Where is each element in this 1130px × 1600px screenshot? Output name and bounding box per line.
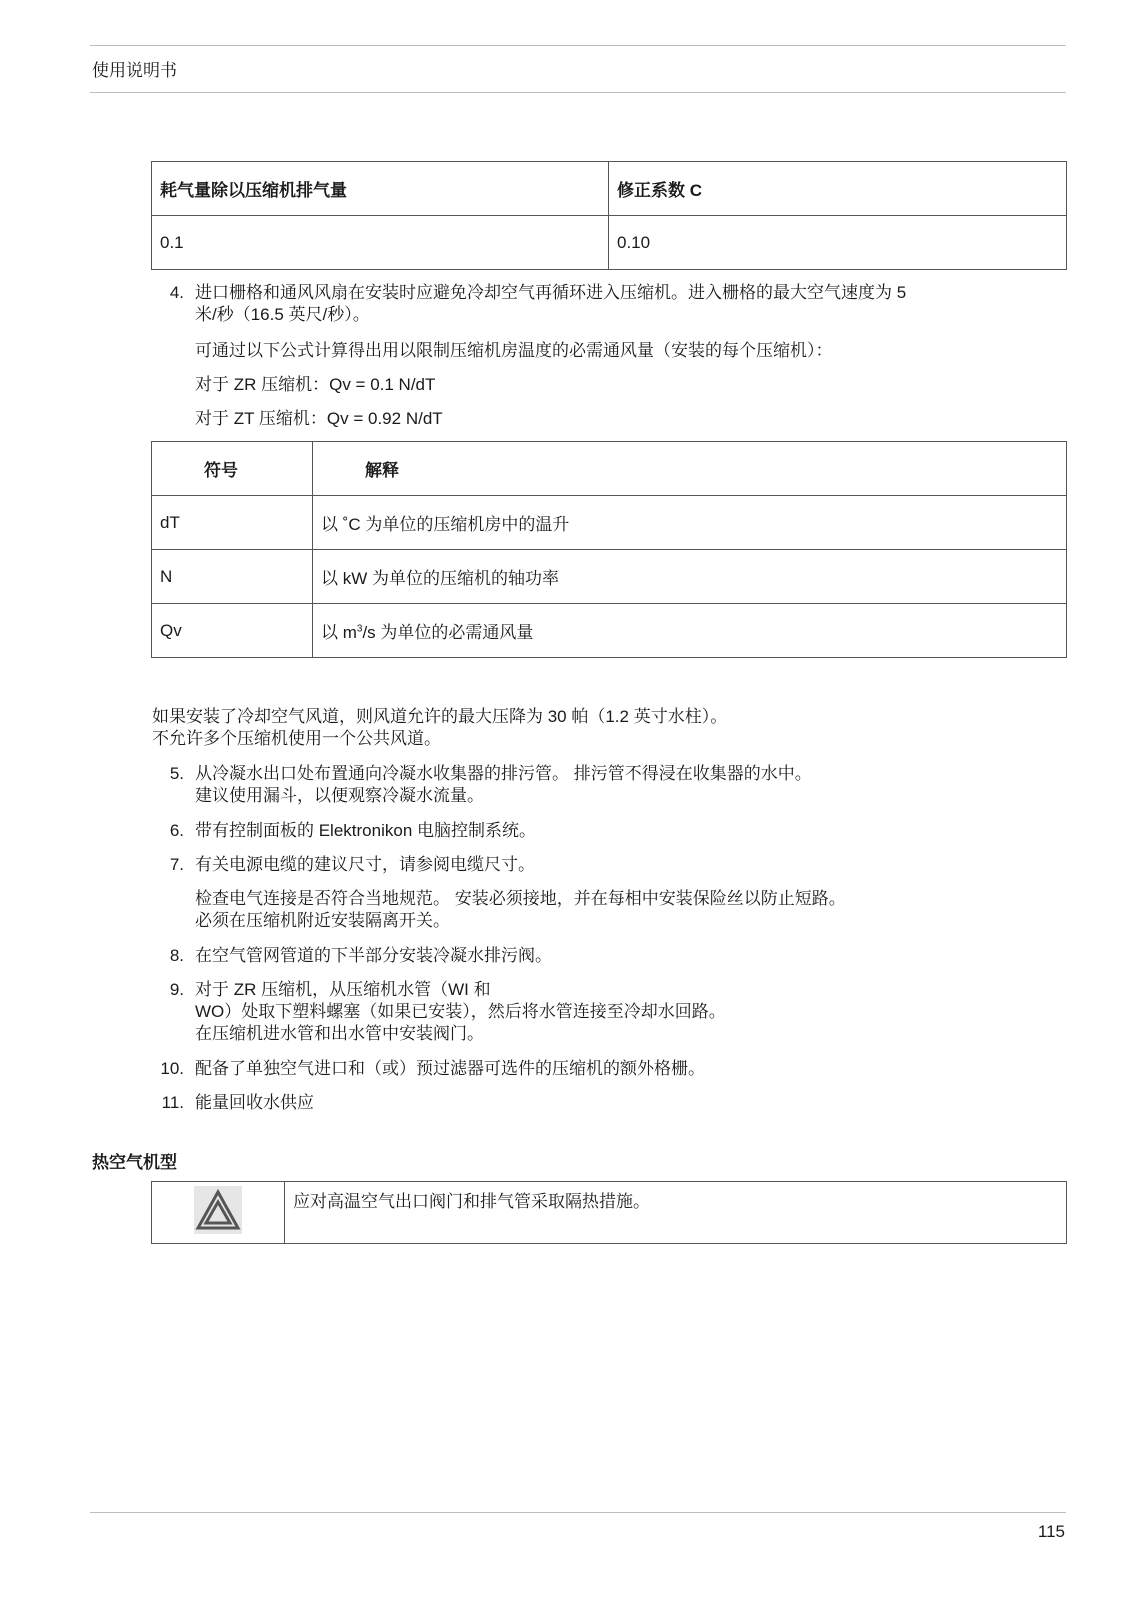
list-item — [150, 820, 1050, 842]
warning-table — [151, 1181, 1067, 1244]
item-4 — [150, 282, 1050, 326]
warning-text: 应对高温空气出口阀门和排气管采取隔热措施。 — [285, 1182, 1067, 1244]
superscript: 3 — [356, 623, 363, 635]
meaning-cell: 以 kW 为单位的压缩机的轴功率 — [313, 550, 1067, 604]
duct-note — [152, 706, 727, 750]
table-cell: 0.10 — [609, 216, 1067, 270]
list-number: 10. — [160, 1059, 184, 1078]
symbol-cell: dT — [152, 496, 313, 550]
item-10 — [150, 1058, 1050, 1080]
item-text: 进口栅格和通风风扇在安装时应避免冷却空气再循环进入压缩机。进入栅格的最大空气速度为 5 — [195, 283, 907, 302]
header-rule — [90, 45, 1066, 46]
symbol-table — [151, 441, 1067, 658]
table-row — [152, 550, 1067, 604]
header-bottom-rule — [90, 92, 1066, 93]
warning-triangle-icon — [194, 1186, 242, 1234]
footer-rule — [90, 1512, 1066, 1513]
table-row — [152, 216, 1067, 270]
list-number: 9. — [169, 980, 184, 999]
item-7-extra — [195, 888, 846, 932]
list-item — [150, 945, 1050, 967]
list-number: 7. — [169, 855, 184, 874]
item-9 — [150, 979, 1050, 1045]
item-text: WO）处取下塑料螺塞（如果已安装），然后将水管连接至冷却水回路。 — [195, 1002, 726, 1021]
list-number: 4. — [169, 283, 184, 302]
formula-zt: 对于 ZT 压缩机：Qv = 0.92 N/dT — [195, 409, 443, 428]
item-text: 在空气管网管道的下半部分安装冷凝水排污阀。 — [195, 946, 552, 965]
meaning-text: 以 m — [321, 623, 357, 642]
item-text: 带有控制面板的 Elektronikon 电脑控制系统。 — [195, 821, 536, 840]
column-header: 符号 — [152, 442, 313, 496]
symbol-cell: N — [152, 550, 313, 604]
warning-icon-cell — [152, 1182, 285, 1244]
table-header-row — [152, 442, 1067, 496]
item-7 — [150, 854, 1050, 876]
item-text: 在压缩机进水管和出水管中安装阀门。 — [195, 1024, 484, 1043]
section-heading: 热空气机型 — [92, 1153, 177, 1172]
table-header-row — [152, 162, 1067, 216]
list-number: 6. — [169, 821, 184, 840]
list-number: 8. — [169, 946, 184, 965]
list-item — [150, 763, 1050, 807]
item-11 — [150, 1092, 1050, 1114]
item-text: 建议使用漏斗，以便观察冷凝水流量。 — [195, 786, 484, 805]
list-number: 11. — [161, 1093, 184, 1112]
list-number: 5. — [169, 764, 184, 783]
document-title: 使用说明书 — [92, 61, 177, 80]
item-text: 米/秒（16.5 英尺/秒）。 — [195, 305, 370, 324]
item-5 — [150, 763, 1050, 807]
table-row — [152, 604, 1067, 658]
item-6 — [150, 820, 1050, 842]
formula-intro: 可通过以下公式计算得出用以限制压缩机房温度的必需通风量（安装的每个压缩机）： — [195, 341, 833, 360]
formula-zr: 对于 ZR 压缩机：Qv = 0.1 N/dT — [195, 375, 436, 394]
table-row — [152, 1182, 1067, 1244]
column-header: 修正系数 C — [609, 162, 1067, 216]
item-8 — [150, 945, 1050, 967]
item-text: 对于 ZR 压缩机，从压缩机水管（WI 和 — [195, 980, 491, 999]
meaning-cell — [313, 604, 1067, 658]
list-item — [150, 282, 1050, 326]
item-text: 能量回收水供应 — [195, 1093, 314, 1112]
column-header: 耗气量除以压缩机排气量 — [152, 162, 609, 216]
column-header: 解释 — [313, 442, 1067, 496]
list-item — [150, 979, 1050, 1045]
item-text: 必须在压缩机附近安装隔离开关。 — [195, 911, 450, 930]
list-item — [150, 1058, 1050, 1080]
meaning-text: /s 为单位的必需通风量 — [362, 623, 534, 642]
meaning-cell: 以 ˚C 为单位的压缩机房中的温升 — [313, 496, 1067, 550]
list-item — [150, 1092, 1050, 1114]
item-text: 检查电气连接是否符合当地规范。 安装必须接地，并在每相中安装保险丝以防止短路。 — [195, 889, 846, 908]
symbol-cell: Qv — [152, 604, 313, 658]
list-item — [150, 854, 1050, 876]
duct-note-line: 不允许多个压缩机使用一个公共风道。 — [152, 729, 441, 748]
table-row — [152, 496, 1067, 550]
item-text: 有关电源电缆的建议尺寸，请参阅电缆尺寸。 — [195, 855, 535, 874]
correction-factor-table — [151, 161, 1067, 270]
table-cell: 0.1 — [152, 216, 609, 270]
duct-note-line: 如果安装了冷却空气风道，则风道允许的最大压降为 30 帕（1.2 英寸水柱）。 — [152, 707, 728, 726]
item-text: 配备了单独空气进口和（或）预过滤器可选件的压缩机的额外格栅。 — [195, 1059, 705, 1078]
item-text: 从冷凝水出口处布置通向冷凝水收集器的排污管。 排污管不得浸在收集器的水中。 — [195, 764, 812, 783]
page-number: 115 — [1037, 1522, 1065, 1541]
